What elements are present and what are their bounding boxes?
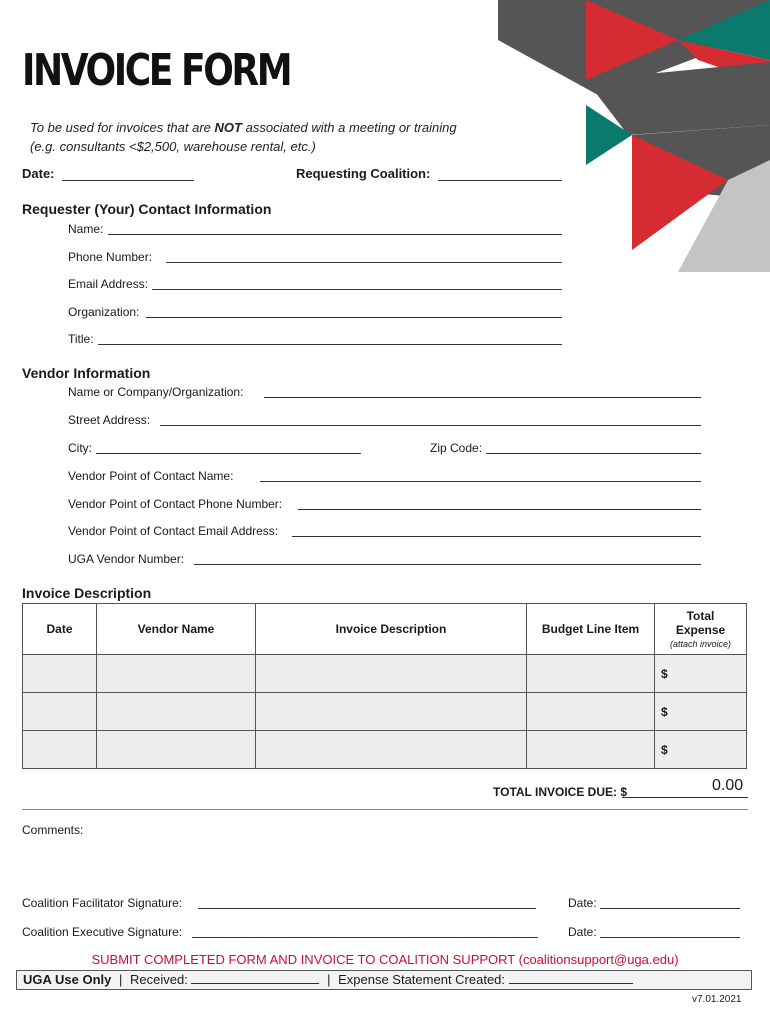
table-row xyxy=(23,731,747,769)
table-row xyxy=(23,693,747,731)
vendor-street-field[interactable] xyxy=(160,425,701,426)
column-header-date: Date xyxy=(23,604,97,655)
uga-use-only-label: UGA Use Only xyxy=(23,972,112,987)
row-budget-line-cell[interactable] xyxy=(527,655,655,693)
vendor-poc-email-label: Vendor Point of Contact Email Address: xyxy=(68,524,279,538)
vendor-street-label: Street Address: xyxy=(68,413,151,427)
requester-organization-field[interactable] xyxy=(146,317,562,318)
received-label: Received: xyxy=(130,972,188,987)
row-vendor-name-cell[interactable] xyxy=(97,655,256,693)
facilitator-date-label: Date: xyxy=(568,896,597,910)
row-description-cell[interactable] xyxy=(256,731,527,769)
uga-use-only-bar: UGA Use Only | Received: | Expense Statement Created: xyxy=(16,970,752,990)
vendor-uga-number-label: UGA Vendor Number: xyxy=(68,552,185,566)
vendor-poc-phone-field[interactable] xyxy=(298,509,701,510)
row-expense-cell[interactable]: $ xyxy=(655,655,747,693)
expense-statement-field[interactable] xyxy=(509,972,633,984)
vendor-zip-label: Zip Code: xyxy=(430,441,483,455)
column-header-budget-line-item: Budget Line Item xyxy=(527,604,655,655)
requester-email-field[interactable] xyxy=(152,289,562,290)
row-budget-line-cell[interactable] xyxy=(527,693,655,731)
divider xyxy=(22,809,748,810)
requester-organization-label: Organization: xyxy=(68,305,140,319)
vendor-poc-phone-label: Vendor Point of Contact Phone Number: xyxy=(68,497,283,511)
form-subtitle: To be used for invoices that are NOT associated with a meeting or training (e.g. consultants <$2,500, warehouse rental, etc.) xyxy=(30,120,457,154)
table-row xyxy=(23,655,747,693)
row-vendor-name-cell[interactable] xyxy=(97,731,256,769)
vendor-zip-field[interactable] xyxy=(486,453,701,454)
version-label: v7.01.2021 xyxy=(692,994,742,1005)
submit-instructions: SUBMIT COMPLETED FORM AND INVOICE TO COALITION SUPPORT (coalitionsupport@uga.edu) xyxy=(91,952,679,967)
requester-title-field[interactable] xyxy=(98,344,562,345)
facilitator-signature-label: Coalition Facilitator Signature: xyxy=(22,896,183,910)
executive-date-label: Date: xyxy=(568,925,597,939)
row-description-cell[interactable] xyxy=(256,693,527,731)
requesting-coalition-label: Requesting Coalition: xyxy=(296,166,431,181)
row-date-cell[interactable] xyxy=(23,655,97,693)
total-expense-line1: Total xyxy=(686,609,715,623)
total-expense-line2: Expense xyxy=(675,623,726,637)
column-header-invoice-description: Invoice Description xyxy=(256,604,527,655)
vendor-company-field[interactable] xyxy=(264,397,701,398)
row-vendor-name-cell[interactable] xyxy=(97,693,256,731)
row-expense-cell[interactable]: $ xyxy=(655,693,747,731)
decorative-geometric-graphic xyxy=(498,0,770,272)
requester-email-label: Email Address: xyxy=(68,277,149,291)
vendor-uga-number-field[interactable] xyxy=(194,564,701,565)
vendor-company-label: Name or Company/Organization: xyxy=(68,385,244,399)
row-expense-cell[interactable]: $ xyxy=(655,731,747,769)
requester-phone-label: Phone Number: xyxy=(68,250,153,264)
row-description-cell[interactable] xyxy=(256,655,527,693)
expense-statement-label: Expense Statement Created: xyxy=(338,972,506,987)
vendor-poc-name-field[interactable] xyxy=(260,481,701,482)
vendor-city-label: City: xyxy=(68,441,92,455)
requester-phone-field[interactable] xyxy=(166,262,562,263)
invoice-table xyxy=(22,603,747,769)
executive-signature-field[interactable] xyxy=(192,937,538,938)
total-invoice-due-label: TOTAL INVOICE DUE: $ xyxy=(493,785,628,799)
requesting-coalition-field[interactable] xyxy=(438,180,562,181)
total-invoice-due-field[interactable] xyxy=(622,797,748,798)
executive-date-field[interactable] xyxy=(600,937,740,938)
attach-invoice-note: (attach invoice) xyxy=(669,639,732,649)
comments-field[interactable] xyxy=(22,840,748,884)
requester-name-field[interactable] xyxy=(108,234,562,235)
vendor-city-field[interactable] xyxy=(96,453,361,454)
vendor-section-heading: Vendor Information xyxy=(22,365,151,381)
requester-section-heading: Requester (Your) Contact Information xyxy=(22,201,272,217)
requester-name-label: Name: xyxy=(68,222,104,236)
vendor-poc-email-field[interactable] xyxy=(292,536,701,537)
comments-label: Comments: xyxy=(22,823,84,837)
facilitator-signature-field[interactable] xyxy=(198,908,536,909)
vendor-poc-name-label: Vendor Point of Contact Name: xyxy=(68,469,234,483)
row-budget-line-cell[interactable] xyxy=(527,731,655,769)
page-title: INVOICE FORM xyxy=(22,45,291,96)
date-label: Date: xyxy=(22,166,55,181)
received-field[interactable] xyxy=(191,972,319,984)
facilitator-date-field[interactable] xyxy=(600,908,740,909)
invoice-section-heading: Invoice Description xyxy=(22,585,152,601)
column-header-total-expense xyxy=(655,604,747,655)
executive-signature-label: Coalition Executive Signature: xyxy=(22,925,183,939)
requester-title-label: Title: xyxy=(68,332,94,346)
date-field[interactable] xyxy=(62,180,194,181)
row-date-cell[interactable] xyxy=(23,731,97,769)
column-header-vendor-name: Vendor Name xyxy=(97,604,256,655)
row-date-cell[interactable] xyxy=(23,693,97,731)
total-invoice-due-value: 0.00 xyxy=(712,777,744,794)
